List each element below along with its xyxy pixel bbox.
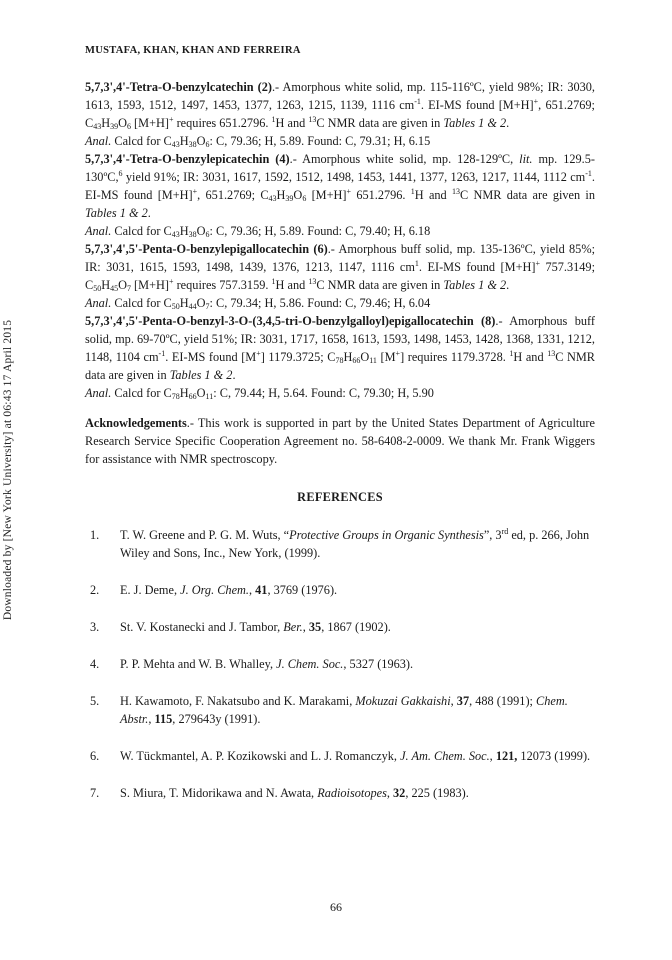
acknowledgements-paragraph (85, 414, 595, 468)
acknowledgements-text: .- This work is supported in part by the United States Department of Agriculture Research Service Specific Cooperation Agreement no. 58-6408-2-0009. We thank Mr. Frank Wiggers for assistance with NMR spectroscopy. (85, 416, 595, 466)
compound-name: 5,7,3',4'-Tetra-O-benzylcatechin (2) (85, 80, 272, 94)
reference-number: 2. (90, 583, 100, 597)
reference-text: S. Miura, T. Midorikawa and N. Awata, Radioisotopes, 32, 225 (1983). (120, 786, 469, 800)
compound-description (85, 78, 595, 132)
reference-number: 1. (90, 528, 100, 542)
reference-text: T. W. Greene and P. G. M. Wuts, “Protective Groups in Organic Synthesis”, 3rd ed, p. 266, John Wiley and Sons, Inc., New York, (1999). (120, 527, 590, 560)
compound-data: .- Amorphous buff solid, mp. 69-70ºC, yield 51%; IR: 3031, 1717, 1658, 1613, 1593, 1498, 1453, 1428, 1368, 1331, 1212, 1148, 1104 $cm^{-1}$. EI-MS found [M+] 1179.3725; $C_{78}H_{66}O_{11}$ [M+] requires 1179.3728. $^1$H and $^{13}$C NMR data are given in Tables 1 & 2. (85, 314, 596, 382)
elemental-analysis: Anal. Calcd for $C_{78}H_{66}O_{11}$: C, 79.44; H, 5.64. Found: C, 79.30; H, 5.90 (85, 386, 434, 401)
compound-description (85, 312, 595, 384)
reference-text: E. J. Deme, J. Org. Chem., 41, 3769 (1976). (120, 583, 338, 597)
reference-item (85, 655, 595, 673)
compound-entry (85, 240, 595, 312)
reference-text: St. V. Kostanecki and J. Tambor, Ber., 35, 1867 (1902). (120, 620, 391, 634)
compound-entry (85, 312, 595, 402)
elemental-analysis: Anal. Calcd for $C_{50}H_{44}O_7$: C, 79.34; H, 5.86. Found: C, 79.46; H, 6.04 (85, 296, 431, 311)
compound-name: 5,7,3',4',5'-Penta-O-benzyl-3-O-(3,4,5-tri-O-benzylgalloyl)epigallocatechin (8) (85, 314, 496, 328)
reference-number: 5. (90, 694, 100, 708)
reference-item (85, 784, 595, 802)
reference-text: W. Tückmantel, A. P. Kozikowski and L. J. Romanczyk, J. Am. Chem. Soc., 121, 12073 (1999). (120, 749, 591, 763)
acknowledgements-label: Acknowledgements (85, 416, 187, 430)
references-heading: REFERENCES (297, 490, 383, 504)
compound-entry (85, 78, 595, 150)
reference-number: 3. (90, 620, 100, 634)
reference-item (85, 526, 595, 562)
reference-item (85, 581, 595, 599)
reference-item (85, 747, 595, 765)
references-list (85, 526, 595, 802)
page-number: 66 (330, 900, 342, 914)
download-note: Downloaded by [New York University] at 06:43 17 April 2015 (2, 319, 14, 621)
reference-number: 7. (90, 786, 100, 800)
elemental-analysis: Anal. Calcd for $C_{43}H_{38}O_6$: C, 79.36; H, 5.89. Found: C, 79.40; H, 6.18 (85, 224, 431, 239)
running-head: MUSTAFA, KHAN, KHAN AND FERREIRA (85, 45, 301, 56)
reference-number: 6. (90, 749, 100, 763)
compound-entries (85, 78, 595, 402)
compound-description (85, 150, 595, 222)
compound-data: .- Amorphous white solid, mp. 128-129ºC, lit. mp. 129.5-130ºC,$^6$ yield 91%; IR: 3031, 1617, 1592, 1512, 1498, 1453, 1441, 1377, 1263, 1217, 1144, 1112 $cm^{-1}$. EI-MS found [M+H]+, 651.2769; $C_{43}H_{39}O_6$ [M+H]+ 651.2796. $^1$H and $^{13}$C NMR data are given in Tables 1 & 2. (85, 152, 595, 220)
reference-text: P. P. Mehta and W. B. Whalley, J. Chem. Soc., 5327 (1963). (120, 657, 414, 671)
main-content (85, 78, 595, 821)
reference-number: 4. (90, 657, 100, 671)
compound-name: 5,7,3',4'-Tetra-O-benzylepicatechin (4) (85, 152, 290, 166)
elemental-analysis: Anal. Calcd for $C_{43}H_{38}O_6$: C, 79.36; H, 5.89. Found: C, 79.31; H, 6.15 (85, 134, 431, 149)
compound-name: 5,7,3',4',5'-Penta-O-benzylepigallocatechin (6) (85, 242, 328, 256)
reference-item (85, 618, 595, 636)
compound-description (85, 240, 595, 294)
compound-data: .- Amorphous white solid, mp. 115-116ºC, yield 98%; IR: 3030, 1613, 1593, 1512, 1497, 1453, 1377, 1263, 1215, 1139, 1116 $cm^{-1}$. EI-MS found [M+H]+, 651.2769; $C_{43}H_{39}O_6$ [M+H]+ requires 651.2796. $^1$H and $^{13}$C NMR data are given in Tables 1 & 2. (85, 80, 596, 131)
reference-item (85, 692, 595, 728)
compound-entry (85, 150, 595, 240)
compound-data: .- Amorphous buff solid, mp. 135-136ºC, yield 85%; IR: 3031, 1615, 1593, 1498, 1439, 1376, 1213, 1147, 1116 $cm^1$. EI-MS found [M+H]+ 757.3149; $C_{50}H_{45}O_7$ [M+H]+ requires 757.3159. $^1$H and $^{13}$C NMR data are given in Tables 1 & 2. (85, 242, 595, 293)
download-sidebar (2, 319, 22, 621)
reference-text: H. Kawamoto, F. Nakatsubo and K. Marakami, Mokuzai Gakkaishi, 37, 488 (1991); Chem. Abstr., 115, 279643y (1991). (120, 694, 568, 726)
